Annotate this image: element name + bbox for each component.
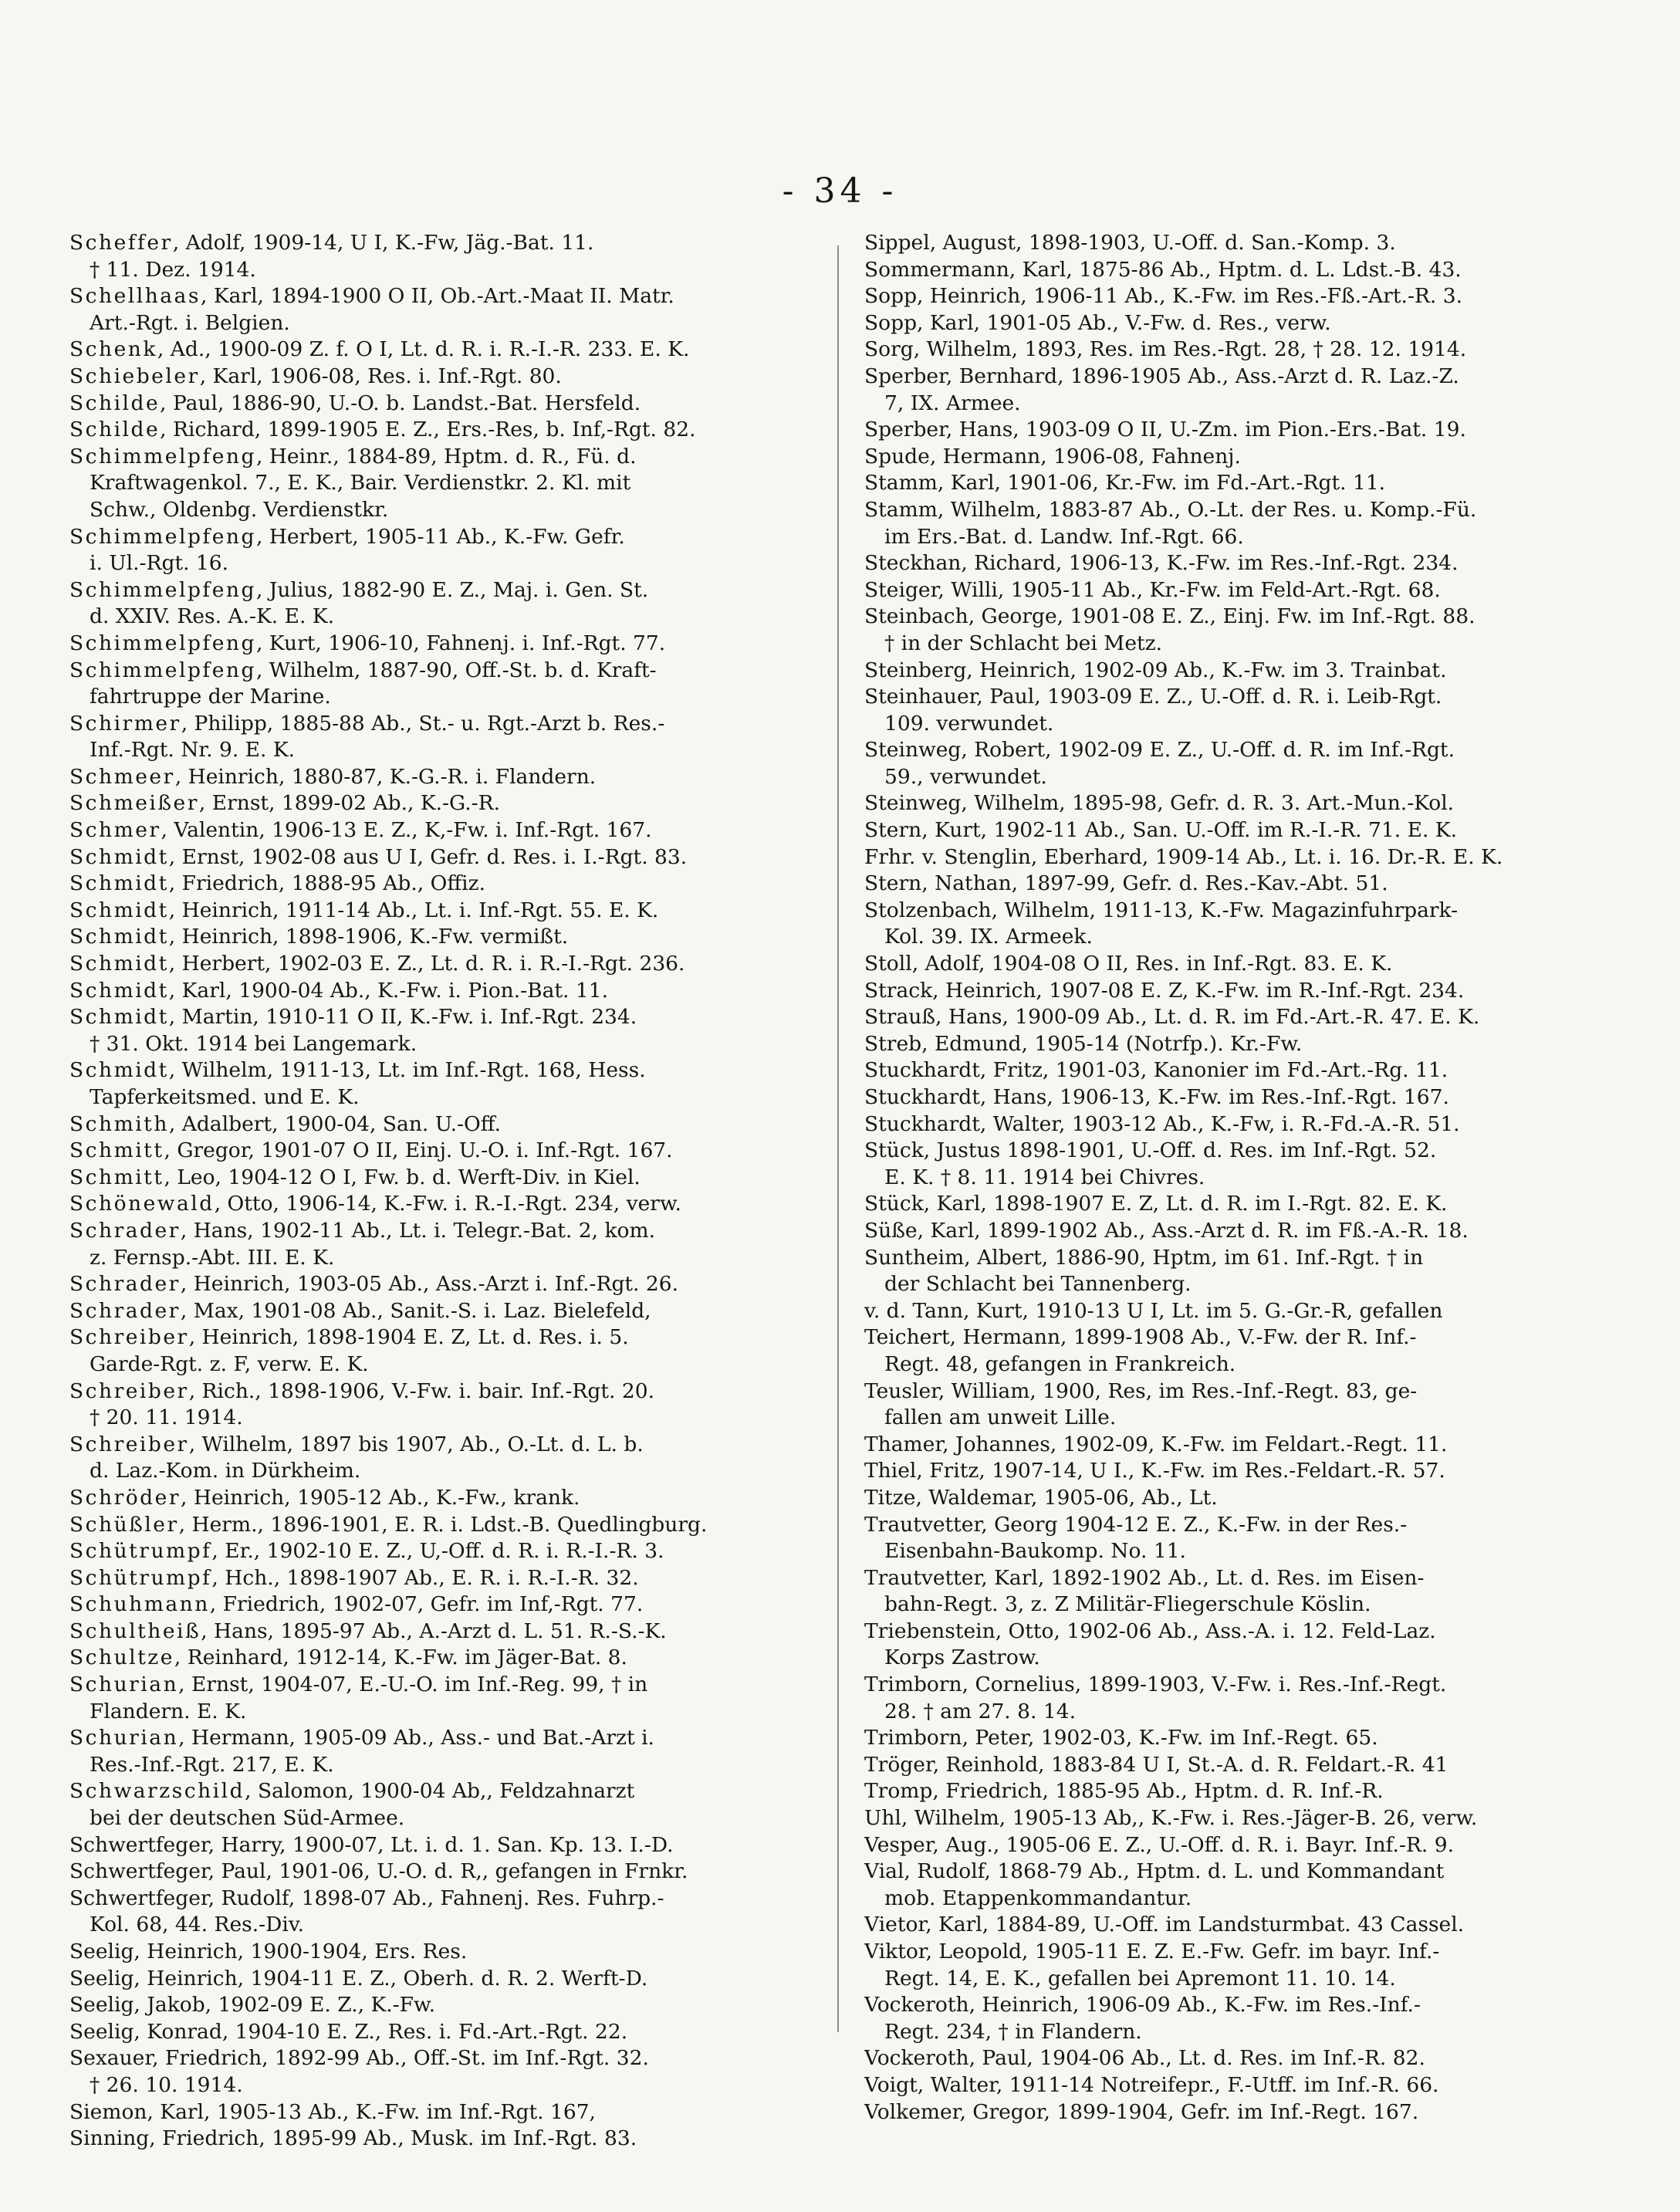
entry-line: [69, 1191, 845, 1218]
entry-surname: Schilde: [69, 418, 161, 442]
entry-line: Stück, Justus 1898-1901, U.-Off. d. Res. im Inf.-Rgt. 52.: [864, 1138, 1437, 1163]
entry-surname: Schrader: [69, 1218, 181, 1243]
entry-continuation: † 31. Okt. 1914 bei Langemark.: [90, 1031, 417, 1056]
entry-line: [69, 711, 845, 738]
entry-continuation: Inf.-Rgt. Nr. 9. E. K.: [90, 738, 296, 763]
entry-surname: Schimmelpfeng: [69, 658, 256, 682]
entry-surname: Schultheiß: [69, 1618, 201, 1643]
entry-line: Stolzenbach, Wilhelm, 1911-13, K.-Fw. Magazinfuhrpark-: [864, 898, 1459, 922]
entry-continuation: i. Ul.-Rgt. 16.: [90, 551, 229, 576]
entry-line: [69, 1111, 845, 1138]
entry-line: [69, 898, 845, 925]
entry-details: , Leo, 1904-12 O I, Fw. b. d. Werft-Div. in Kiel.: [164, 1165, 641, 1189]
entry-surname: Schmer: [69, 818, 161, 843]
entry-line: [69, 1512, 845, 1539]
entry-line: Steinbach, George, 1901-08 E. Z., Einj. Fw. im Inf.-Rgt. 88.: [864, 604, 1475, 629]
entry-line: Stern, Kurt, 1902-11 Ab., San. U.-Off. im R.-I.-R. 71. E. K.: [864, 818, 1458, 843]
entry-line: [69, 1004, 845, 1031]
entry-line: Seelig, Jakob, 1902-09 E. Z., K.-Fw.: [69, 1993, 435, 2018]
entry-line: Sexauer, Friedrich, 1892-99 Ab., Off.-St. im Inf.-Rgt. 32.: [69, 2046, 649, 2071]
entry-continuation: z. Fernsp.-Abt. III. E. K.: [90, 1245, 335, 1270]
entry-line: Siemon, Karl, 1905-13 Ab., K.-Fw. im Inf.-Rgt. 167,: [69, 2099, 596, 2124]
entry-line: [69, 658, 845, 685]
entry-surname: Schmitt: [69, 1138, 164, 1163]
entry-line: Steinhauer, Paul, 1903-09 E. Z., U.-Off. d. R. i. Leib-Rgt.: [864, 685, 1442, 709]
entry-details: , Paul, 1886-90, U.-O. b. Landst.-Bat. Hersfeld.: [160, 391, 641, 415]
entry-surname: Schrader: [69, 1298, 181, 1323]
entry-details: , Rich., 1898-1906, V.-Fw. i. bair. Inf.-Rgt. 20.: [188, 1378, 654, 1403]
entry-line: [69, 230, 845, 257]
entry-continuation: fahrtruppe der Marine.: [90, 685, 331, 709]
entry-surname: Schimmelpfeng: [69, 444, 256, 468]
entry-line: [69, 1538, 845, 1565]
entry-surname: Schröder: [69, 1485, 181, 1510]
entry-continuation: 7, IX. Armee.: [884, 391, 1021, 415]
entry-line: Triebenstein, Otto, 1902-06 Ab., Ass.-A. i. 12. Feld-Laz.: [864, 1618, 1436, 1643]
entry-line: Vial, Rudolf, 1868-79 Ab., Hptm. d. L. und Kommandant: [864, 1859, 1445, 1884]
entry-line: [69, 417, 845, 444]
entry-details: , Ernst, 1902-08 aus U I, Gefr. d. Res. i. I.-Rgt. 83.: [168, 844, 688, 869]
entry-line: Thamer, Johannes, 1902-09, K.-Fw. im Feldart.-Regt. 11.: [864, 1432, 1448, 1456]
entry-details: , Gregor, 1901-07 O II, Einj. U.-O. i. Inf.-Rgt. 167.: [164, 1138, 673, 1163]
entry-continuation: im Ers.-Bat. d. Landw. Inf.-Rgt. 66.: [884, 524, 1244, 549]
entry-line: Vockeroth, Heinrich, 1906-09 Ab., K.-Fw. im Res.-Inf.-: [864, 1993, 1421, 2018]
entry-line: [69, 1271, 845, 1298]
entry-continuation: Korps Zastrow.: [884, 1645, 1040, 1670]
entry-continuation: d. Laz.-Kom. in Dürkheim.: [90, 1459, 361, 1483]
entry-details: , Karl, 1894-1900 O II, Ob.-Art.-Maat II. Matr.: [200, 284, 674, 309]
entry-line: [69, 764, 845, 791]
entry-surname: Schurian: [69, 1726, 179, 1750]
entry-line: Trautvetter, Georg 1904-12 E. Z., K.-Fw. in der Res.-: [864, 1512, 1408, 1537]
entry-surname: Schmidt: [69, 925, 169, 949]
entry-surname: Schiebeler: [69, 364, 200, 388]
entry-continuation: der Schlacht bei Tannenberg.: [884, 1272, 1192, 1297]
entry-line: Stamm, Karl, 1901-06, Kr.-Fw. im Fd.-Art.-Rgt. 11.: [864, 471, 1386, 496]
entry-line: Stern, Nathan, 1897-99, Gefr. d. Res.-Kav.-Abt. 51.: [864, 871, 1388, 896]
entry-line: [69, 871, 845, 898]
entry-line: Thiel, Fritz, 1907-14, U I., K.-Fw. im Res.-Feldart.-R. 57.: [864, 1459, 1445, 1483]
entry-line: Suntheim, Albert, 1886-90, Hptm, im 61. Inf.-Rgt. † in: [864, 1245, 1424, 1270]
entry-line: [69, 924, 845, 951]
entry-details: , Reinhard, 1912-14, K.-Fw. im Jäger-Bat. 8.: [174, 1645, 627, 1670]
entry-line: [69, 1432, 845, 1459]
entry-continuation: mob. Etappenkommandantur.: [884, 1886, 1192, 1910]
entry-line: Streb, Edmund, 1905-14 (Notrfp.). Kr.-Fw.: [864, 1031, 1303, 1056]
entry-line: [69, 1618, 845, 1645]
entry-continuation: Schw., Oldenbg. Verdienstkr.: [90, 497, 389, 522]
entry-continuation: Tapferkeitsmed. und E. K.: [90, 1085, 360, 1109]
entry-details: , Heinrich, 1903-05 Ab., Ass.-Arzt i. Inf.-Rgt. 26.: [180, 1272, 679, 1297]
entry-line: Sperber, Bernhard, 1896-1905 Ab., Ass.-Arzt d. R. Laz.-Z.: [864, 364, 1459, 388]
entry-details: , Heinrich, 1880-87, K.-G.-R. i. Flandern.: [174, 764, 597, 789]
entry-details: , Ad., 1900-09 Z. f. O I, Lt. d. R. i. R.-I.-R. 233. E. K.: [157, 337, 690, 362]
entry-continuation: Regt. 48, gefangen in Frankreich.: [884, 1351, 1236, 1376]
entry-line: Viktor, Leopold, 1905-11 E. Z. E.-Fw. Gefr. im bayr. Inf.-: [864, 1940, 1440, 1963]
entry-line: Steinberg, Heinrich, 1902-09 Ab., K.-Fw. im 3. Trainbat.: [864, 658, 1447, 682]
entry-line: Sippel, August, 1898-1903, U.-Off. d. San.-Komp. 3.: [864, 231, 1396, 255]
entry-line: [69, 951, 845, 978]
entry-details: , Friedrich, 1888-95 Ab., Offiz.: [168, 871, 486, 896]
entry-line: [69, 1778, 845, 1805]
entry-line: Trimborn, Cornelius, 1899-1903, V.-Fw. i. Res.-Inf.-Regt.: [864, 1673, 1447, 1697]
entry-continuation: bei der deutschen Süd-Armee.: [90, 1806, 405, 1831]
entry-line: [69, 844, 845, 871]
entry-surname: Schmidt: [69, 898, 169, 922]
entry-line: [69, 1298, 845, 1325]
entry-line: Tromp, Friedrich, 1885-95 Ab., Hptm. d. R. Inf.-R.: [864, 1779, 1384, 1804]
entry-line: Sperber, Hans, 1903-09 O II, U.-Zm. im Pion.-Ers.-Bat. 19.: [864, 418, 1466, 442]
entry-details: , Heinrich, 1898-1906, K.-Fw. vermißt.: [168, 925, 569, 949]
entry-line: [69, 1057, 845, 1084]
entry-continuation: d. XXIV. Res. A.-K. E. K.: [90, 604, 335, 629]
entry-details: , Wilhelm, 1911-13, Lt. im Inf.-Rgt. 168, Hess.: [168, 1058, 646, 1083]
entry-line: [69, 1218, 845, 1245]
entry-details: , Hans, 1902-11 Ab., Lt. i. Telegr.-Bat. 2, kom.: [180, 1218, 656, 1243]
entry-details: , Heinrich, 1905-12 Ab., K.-Fw., krank.: [181, 1485, 580, 1510]
entry-line: Stück, Karl, 1898-1907 E. Z, Lt. d. R. im I.-Rgt. 82. E. K.: [864, 1192, 1448, 1216]
entry-continuation: † in der Schlacht bei Metz.: [884, 631, 1163, 655]
entry-details: , Hans, 1895-97 Ab., A.-Arzt d. L. 51. R.-S.-K.: [201, 1618, 667, 1643]
entry-line: Uhl, Wilhelm, 1905-13 Ab,, K.-Fw. i. Res.-Jäger-B. 26, verw.: [864, 1806, 1478, 1831]
entry-surname: Schenk: [69, 337, 157, 362]
entry-surname: Schüßler: [69, 1512, 179, 1537]
entry-line: Stuckhardt, Walter, 1903-12 Ab., K.-Fw, i. R.-Fd.-A.-R. 51.: [864, 1111, 1460, 1136]
entry-continuation: Kol. 39. IX. Armeek.: [884, 925, 1093, 949]
entry-line: [69, 1591, 845, 1618]
entry-continuation: Art.-Rgt. i. Belgien.: [90, 310, 290, 335]
entry-details: , Max, 1901-08 Ab., Sanit.-S. i. Laz. Bielefeld,: [180, 1298, 651, 1323]
entry-continuation: Regt. 234, † in Flandern.: [884, 2019, 1142, 2044]
entry-details: , Karl, 1906-08, Res. i. Inf.-Rgt. 80.: [199, 364, 562, 388]
entry-surname: Schmidt: [69, 844, 169, 869]
entry-line: Steinweg, Robert, 1902-09 E. Z., U.-Off. d. R. im Inf.-Rgt.: [864, 738, 1455, 763]
entry-line: Vesper, Aug., 1905-06 E. Z., U.-Off. d. R. i. Bayr. Inf.-R. 9.: [864, 1832, 1454, 1857]
entry-line: [69, 1378, 845, 1405]
entry-line: Vockeroth, Paul, 1904-06 Ab., Lt. d. Res. im Inf.-R. 82.: [864, 2046, 1425, 2071]
entry-line: Süße, Karl, 1899-1902 Ab., Ass.-Arzt d. R. im Fß.-A.-R. 18.: [864, 1218, 1469, 1243]
entry-line: [69, 817, 845, 844]
entry-details: , Ernst, 1904-07, E.-U.-O. im Inf.-Reg. 99, † in: [178, 1673, 648, 1697]
entry-details: , Karl, 1900-04 Ab., K.-Fw. i. Pion.-Bat. 11.: [168, 978, 609, 1003]
entry-details: , Ernst, 1899-02 Ab., K.-G.-R.: [198, 791, 500, 816]
entry-line: [69, 337, 845, 364]
entry-line: Strack, Heinrich, 1907-08 E. Z, K.-Fw. im R.-Inf.-Rgt. 234.: [864, 978, 1465, 1003]
entry-line: Schwertfeger, Paul, 1901-06, U.-O. d. R,, gefangen in Frnkr.: [69, 1859, 688, 1884]
entry-line: [69, 1165, 845, 1192]
entry-line: [69, 524, 845, 551]
entry-details: , Herm., 1896-1901, E. R. i. Ldst.-B. Quedlingburg.: [178, 1512, 708, 1537]
entry-details: , Wilhelm, 1897 bis 1907, Ab., O.-Lt. d. L. b.: [188, 1432, 644, 1456]
entry-details: , Hch., 1898-1907 Ab., E. R. i. R.-I.-R. 32.: [211, 1565, 639, 1590]
entry-line: Tröger, Reinhold, 1883-84 U I, St.-A. d. R. Feldart.-R. 41: [864, 1752, 1448, 1777]
entry-surname: Schilde: [69, 391, 161, 415]
entry-line: Sopp, Karl, 1901-05 Ab., V.-Fw. d. Res., verw.: [864, 310, 1331, 335]
entry-line: Seelig, Heinrich, 1904-11 E. Z., Oberh. d. R. 2. Werft-D.: [69, 1966, 648, 1990]
left-column: [69, 230, 845, 2153]
entry-line: Seelig, Heinrich, 1900-1904, Ers. Res.: [69, 1940, 468, 1963]
entry-details: , Valentin, 1906-13 E. Z., K,-Fw. i. Inf.-Rgt. 167.: [161, 818, 652, 843]
entry-line: Voigt, Walter, 1911-14 Notreifepr., F.-Utff. im Inf.-R. 66.: [864, 2072, 1439, 2097]
entry-continuation: † 20. 11. 1914.: [90, 1405, 243, 1430]
entry-details: , Adalbert, 1900-04, San. U.-Off.: [168, 1111, 502, 1136]
entry-continuation: Regt. 14, E. K., gefallen bei Apremont 11. 10. 14.: [884, 1966, 1396, 1990]
entry-surname: Schirmer: [69, 711, 181, 736]
entry-line: [69, 1565, 845, 1592]
entry-line: [69, 1725, 845, 1752]
entry-details: , Martin, 1910-11 O II, K.-Fw. i. Inf.-Rgt. 234.: [168, 1005, 637, 1030]
entry-surname: Schmith: [69, 1111, 169, 1136]
entry-continuation: Kol. 68, 44. Res.-Div.: [90, 1913, 305, 1937]
entry-line: [69, 978, 845, 1005]
entry-line: Seelig, Konrad, 1904-10 E. Z., Res. i. Fd.-Art.-Rgt. 22.: [69, 2019, 628, 2044]
page-number: - 34 -: [782, 171, 898, 211]
entry-continuation: 28. † am 27. 8. 14.: [884, 1699, 1077, 1723]
entry-continuation: Flandern. E. K.: [90, 1699, 247, 1723]
entry-surname: Schütrumpf: [69, 1565, 212, 1590]
entry-details: , Herbert, 1902-03 E. Z., Lt. d. R. i. R.-I.-Rgt. 236.: [168, 952, 685, 976]
entry-line: [69, 1672, 845, 1699]
entry-continuation: fallen am unweit Lille.: [884, 1405, 1117, 1430]
entry-surname: Schmeißer: [69, 791, 199, 816]
entry-surname: Schreiber: [69, 1378, 189, 1403]
entry-surname: Schönewald: [69, 1192, 215, 1216]
entry-details: , Wilhelm, 1887-90, Off.-St. b. d. Kraft-: [255, 658, 657, 682]
entry-line: Steiger, Willi, 1905-11 Ab., Kr.-Fw. im Feld-Art.-Rgt. 68.: [864, 577, 1441, 602]
entry-line: Steckhan, Richard, 1906-13, K.-Fw. im Res.-Inf.-Rgt. 234.: [864, 551, 1459, 576]
entry-line: Vietor, Karl, 1884-89, U.-Off. im Landsturmbat. 43 Cassel.: [864, 1913, 1465, 1937]
entry-line: Stuckhardt, Fritz, 1901-03, Kanonier im Fd.-Art.-Rg. 11.: [864, 1058, 1448, 1083]
entry-continuation: Eisenbahn-Baukomp. No. 11.: [884, 1539, 1186, 1564]
entry-details: , Friedrich, 1902-07, Gefr. im Inf,-Rgt. 77.: [209, 1592, 644, 1617]
entry-line: [69, 1138, 845, 1165]
entry-surname: Schimmelpfeng: [69, 577, 256, 602]
entry-surname: Schwarzschild: [69, 1779, 245, 1804]
entry-continuation: Garde-Rgt. z. F, verw. E. K.: [90, 1351, 369, 1376]
entry-details: , Julius, 1882-90 E. Z., Maj. i. Gen. St.: [255, 577, 649, 602]
entry-surname: Schurian: [69, 1673, 179, 1697]
entry-line: [69, 1645, 845, 1672]
entry-line: Stamm, Wilhelm, 1883-87 Ab., O.-Lt. der Res. u. Komp.-Fü.: [864, 497, 1477, 522]
entry-surname: Schütrumpf: [69, 1539, 212, 1564]
entry-line: Schwertfeger, Harry, 1900-07, Lt. i. d. 1. San. Kp. 13. I.-D.: [69, 1832, 674, 1857]
entry-line: [69, 283, 845, 310]
entry-surname: Schmidt: [69, 871, 169, 896]
entry-line: [69, 790, 845, 817]
entry-line: Teichert, Hermann, 1899-1908 Ab., V.-Fw. der R. Inf.-: [864, 1325, 1417, 1350]
entry-continuation: † 26. 10. 1914.: [90, 2072, 243, 2097]
entry-line: [69, 631, 845, 658]
entry-surname: Schimmelpfeng: [69, 631, 256, 655]
right-column: [864, 230, 1624, 2126]
entry-line: [69, 577, 845, 604]
entry-continuation: E. K. † 8. 11. 1914 bei Chivres.: [884, 1165, 1205, 1189]
entry-continuation: Kraftwagenkol. 7., E. K., Bair. Verdienstkr. 2. Kl. mit: [90, 471, 631, 496]
entry-surname: Schmitt: [69, 1165, 164, 1189]
entry-surname: Schrader: [69, 1272, 181, 1297]
entry-details: , Salomon, 1900-04 Ab,, Feldzahnarzt: [245, 1779, 635, 1804]
entry-details: , Kurt, 1906-10, Fahnenj. i. Inf.-Rgt. 77.: [255, 631, 666, 655]
entry-details: , Richard, 1899-1905 E. Z., Ers.-Res, b. Inf,-Rgt. 82.: [160, 418, 696, 442]
entry-line: Stuckhardt, Hans, 1906-13, K.-Fw. im Res.-Inf.-Rgt. 167.: [864, 1085, 1449, 1109]
entry-details: , Heinrich, 1911-14 Ab., Lt. i. Inf.-Rgt. 55. E. K.: [168, 898, 659, 922]
entry-line: [69, 444, 845, 471]
entry-line: Sommermann, Karl, 1875-86 Ab., Hptm. d. L. Ldst.-B. 43.: [864, 257, 1462, 282]
entry-line: [69, 1324, 845, 1351]
entry-line: Sorg, Wilhelm, 1893, Res. im Res.-Rgt. 28, † 28. 12. 1914.: [864, 337, 1467, 362]
entry-surname: Schmeer: [69, 764, 175, 789]
entry-line: Steinweg, Wilhelm, 1895-98, Gefr. d. R. 3. Art.-Mun.-Kol.: [864, 791, 1455, 816]
entry-continuation: Res.-Inf.-Rgt. 217, E. K.: [90, 1752, 334, 1777]
entry-surname: Schmidt: [69, 1005, 169, 1030]
entry-surname: Schimmelpfeng: [69, 524, 256, 549]
entry-surname: Schellhaas: [69, 284, 201, 309]
entry-continuation: † 11. Dez. 1914.: [90, 257, 256, 282]
entry-surname: Schmidt: [69, 1058, 169, 1083]
entry-line: Spude, Hermann, 1906-08, Fahnenj.: [864, 444, 1241, 468]
entry-line: Sopp, Heinrich, 1906-11 Ab., K.-Fw. im Res.-Fß.-Art.-R. 3.: [864, 284, 1462, 309]
entry-surname: Schreiber: [69, 1325, 189, 1350]
entry-details: , Adolf, 1909-14, U I, K.-Fw, Jäg.-Bat. 11.: [172, 231, 594, 255]
entry-line: [69, 364, 845, 391]
entry-line: [69, 391, 845, 418]
entry-details: , Heinr., 1884-89, Hptm. d. R., Fü. d.: [255, 444, 637, 468]
entry-line: Strauß, Hans, 1900-09 Ab., Lt. d. R. im Fd.-Art.-R. 47. E. K.: [864, 1005, 1480, 1030]
entry-line: Frhr. v. Stenglin, Eberhard, 1909-14 Ab., Lt. i. 16. Dr.-R. E. K.: [864, 844, 1503, 869]
entry-details: , Heinrich, 1898-1904 E. Z, Lt. d. Res. i. 5.: [188, 1325, 629, 1350]
entry-continuation: 109. verwundet.: [884, 711, 1054, 736]
entry-line: Stoll, Adolf, 1904-08 O II, Res. in Inf.-Rgt. 83. E. K.: [864, 952, 1393, 976]
entry-details: , Er., 1902-10 E. Z., U,-Off. d. R. i. R.-I.-R. 3.: [211, 1539, 664, 1564]
entry-line: Volkemer, Gregor, 1899-1904, Gefr. im Inf.-Regt. 167.: [864, 2099, 1419, 2124]
entry-line: [69, 1485, 845, 1512]
entry-surname: Schmidt: [69, 978, 169, 1003]
entry-details: , Philipp, 1885-88 Ab., St.- u. Rgt.-Arzt b. Res.-: [181, 711, 665, 736]
entry-details: , Otto, 1906-14, K.-Fw. i. R.-I.-Rgt. 234, verw.: [214, 1192, 681, 1216]
entry-surname: Schuhmann: [69, 1592, 210, 1617]
entry-line: v. d. Tann, Kurt, 1910-13 U I, Lt. im 5. G.-Gr.-R, gefallen: [864, 1298, 1443, 1323]
entry-line: Trautvetter, Karl, 1892-1902 Ab., Lt. d. Res. im Eisen-: [864, 1565, 1425, 1590]
entry-continuation: 59., verwundet.: [884, 764, 1047, 789]
entry-surname: Schreiber: [69, 1432, 189, 1456]
entry-line: Titze, Waldemar, 1905-06, Ab., Lt.: [864, 1485, 1218, 1510]
entry-line: Trimborn, Peter, 1902-03, K.-Fw. im Inf.-Regt. 65.: [864, 1726, 1378, 1750]
entry-surname: Schultze: [69, 1645, 174, 1670]
entry-line: Schwertfeger, Rudolf, 1898-07 Ab., Fahnenj. Res. Fuhrp.-: [69, 1886, 664, 1910]
entry-line: Sinning, Friedrich, 1895-99 Ab., Musk. im Inf.-Rgt. 83.: [69, 2126, 637, 2151]
entry-surname: Schmidt: [69, 952, 169, 976]
entry-details: , Hermann, 1905-09 Ab., Ass.- und Bat.-Arzt i.: [178, 1726, 654, 1750]
entry-line: Teusler, William, 1900, Res, im Res.-Inf.-Regt. 83, ge-: [864, 1378, 1418, 1403]
entry-details: , Herbert, 1905-11 Ab., K.-Fw. Gefr.: [255, 524, 625, 549]
entry-continuation: bahn-Regt. 3, z. Z Militär-Fliegerschule Köslin.: [884, 1592, 1371, 1617]
entry-surname: Scheffer: [69, 231, 173, 255]
